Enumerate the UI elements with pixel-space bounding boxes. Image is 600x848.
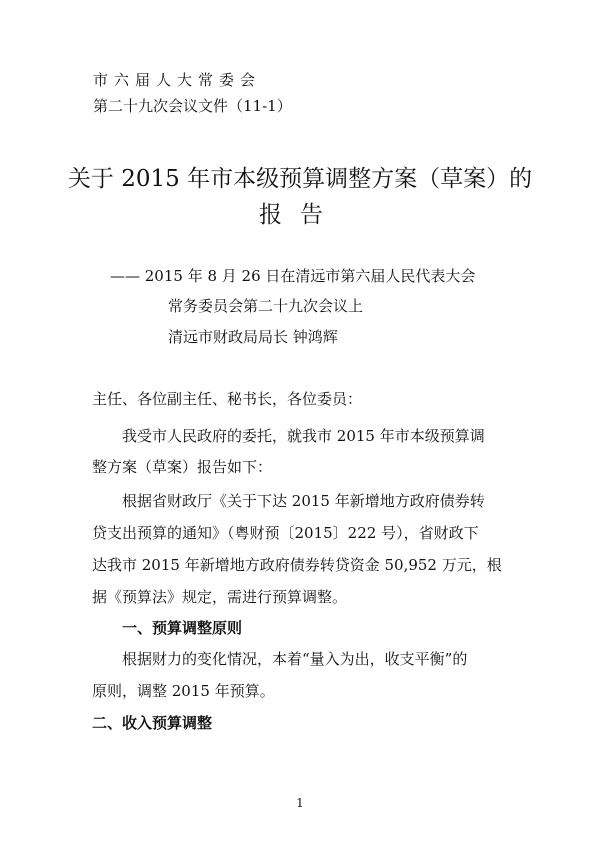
committee-header: 市六届人大常委会 [93,71,262,89]
section-heading-2: 二、收入预算调整 [92,714,213,732]
meeting-info-line1: —— 2015 年 8 月 26 日在清远市第六届人民代表大会 [110,267,476,285]
document-number: 第二十九次会议文件（11-1） [93,97,292,115]
paragraph-3-line-1: 根据财力的变化情况，本着“量入为出，收支平衡”的 [122,650,468,668]
section-heading-1: 一、预算调整原则 [122,619,243,637]
paragraph-1-line-1: 我受市人民政府的委托，就我市 2015 年市本级预算调 [122,427,485,445]
report-title-line1: 关于 2015 年市本级预算调整方案（草案）的 [67,166,533,192]
meeting-info-line2: 常务委员会第二十九次会议上 [168,297,364,315]
paragraph-2-line-3: 达我市 2015 年新增地方政府债券转贷资金 50,952 万元，根 [92,556,502,574]
paragraph-3-line-2: 原则，调整 2015 年预算。 [92,682,275,700]
paragraph-1-line-2: 整方案（草案）报告如下： [92,458,273,476]
page-number: 1 [296,796,304,810]
paragraph-2-line-4: 据《预算法》规定，需进行预算调整。 [92,588,348,606]
reporter-name: 清远市财政局局长 钟鸿辉 [168,328,338,346]
report-title-line2: 报告 [259,202,341,228]
paragraph-2-line-2: 贷支出预算的通知》（粤财预〔2015〕222 号），省财政下 [92,524,479,542]
paragraph-2-line-1: 根据省财政厅《关于下达 2015 年新增地方政府债券转 [122,492,485,510]
salutation: 主任、各位副主任、秘书长，各位委员： [92,390,363,408]
